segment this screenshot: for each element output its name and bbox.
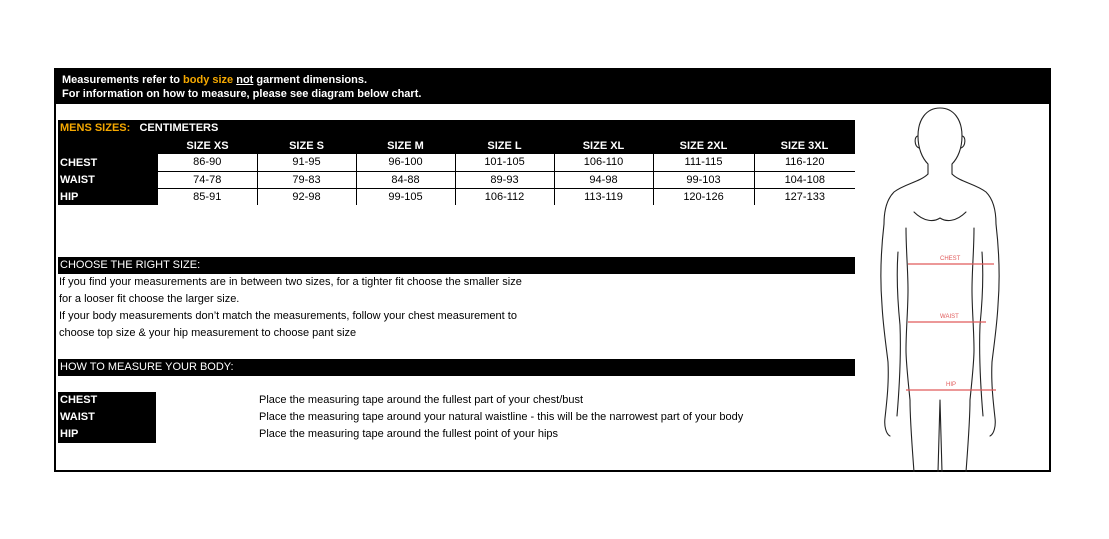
table-cell: 127-133 bbox=[784, 190, 825, 203]
table-row bbox=[58, 171, 855, 188]
table-cell: 106-112 bbox=[455, 188, 554, 205]
mens-sizes-label: MENS SIZES: bbox=[60, 122, 131, 134]
measure-label-chest: CHEST bbox=[58, 392, 156, 409]
size-chart-title bbox=[58, 120, 855, 137]
measurement-note-line2: For information on how to measure, please see diagram below chart. bbox=[62, 88, 422, 100]
row-label-waist: WAIST bbox=[58, 171, 158, 188]
size-header-row bbox=[58, 137, 855, 154]
body-measurement-figure bbox=[870, 100, 1010, 472]
table-cell: 106-110 bbox=[554, 154, 653, 171]
measurement-note-banner bbox=[56, 70, 1049, 104]
table-cell: 74-78 bbox=[158, 171, 257, 188]
choose-size-line: for a looser fit choose the larger size. bbox=[59, 293, 240, 305]
figure-arm-left bbox=[881, 224, 890, 436]
table-cell: 86-90 bbox=[158, 154, 257, 171]
unit-label: CENTIMETERS bbox=[139, 122, 219, 134]
choose-size-line: If your body measurements don’t match the measurements, follow your chest measurement to bbox=[59, 310, 517, 322]
figure-arm-right bbox=[990, 224, 999, 436]
table-cell: 94-98 bbox=[554, 171, 653, 188]
measure-desc-chest: Place the measuring tape around the fullest part of your chest/bust bbox=[259, 394, 584, 406]
table-row bbox=[58, 154, 855, 171]
row-label-hip: HIP bbox=[58, 188, 158, 205]
size-table bbox=[58, 137, 855, 205]
col-size-s: SIZE S bbox=[257, 137, 356, 154]
table-cell: 79-83 bbox=[257, 171, 356, 188]
measure-desc-hip: Place the measuring tape around the fullest point of your hips bbox=[259, 428, 559, 440]
table-cell: 84-88 bbox=[356, 171, 455, 188]
table-cell: 91-95 bbox=[257, 154, 356, 171]
measure-label-hip: HIP bbox=[58, 426, 156, 443]
table-cell: 92-98 bbox=[257, 188, 356, 205]
choose-size-line: If you find your measurements are in between two sizes, for a tighter fit choose the smaller size bbox=[59, 276, 522, 288]
col-size-xs: SIZE XS bbox=[158, 137, 257, 154]
hip-figure-label: HIP bbox=[946, 382, 957, 388]
figure-head bbox=[918, 108, 962, 174]
header-corner bbox=[58, 137, 158, 154]
table-cell: 89-93 bbox=[455, 171, 554, 188]
table-cell: 113-119 bbox=[554, 188, 653, 205]
table-cell: 104-108 bbox=[754, 171, 855, 188]
figure-legs bbox=[910, 400, 970, 472]
table-cell: 99-103 bbox=[653, 171, 754, 188]
col-size-l: SIZE L bbox=[455, 137, 554, 154]
table-cell: 96-100 bbox=[356, 154, 455, 171]
measure-label-waist: WAIST bbox=[58, 409, 156, 426]
choose-size-line: choose top size & your hip measurement to choose pant size bbox=[59, 327, 357, 339]
measurement-note-line1: Measurements refer to body size not garment dimensions. bbox=[62, 74, 368, 86]
not-emphasis: not bbox=[236, 74, 254, 86]
measure-desc-waist: Place the measuring tape around your natural waistline - this will be the narrowest part of your body bbox=[259, 411, 744, 423]
table-cell: 85-91 bbox=[158, 188, 257, 205]
table-cell: 111-115 bbox=[653, 154, 754, 171]
body-size-highlight: body size bbox=[183, 74, 234, 86]
how-to-measure-heading: HOW TO MEASURE YOUR BODY: bbox=[58, 359, 855, 376]
col-size-xl: SIZE XL bbox=[554, 137, 653, 154]
col-size-m: SIZE M bbox=[356, 137, 455, 154]
choose-size-heading: CHOOSE THE RIGHT SIZE: bbox=[58, 257, 855, 274]
table-row bbox=[58, 188, 855, 205]
col-size-3xl: SIZE 3XL bbox=[754, 137, 855, 154]
chest-figure-label: CHEST bbox=[940, 256, 961, 262]
row-label-chest: CHEST bbox=[58, 154, 158, 171]
table-cell: 120-126 bbox=[653, 188, 754, 205]
col-size-2xl: SIZE 2XL bbox=[653, 137, 754, 154]
table-cell: 116-120 bbox=[754, 154, 855, 171]
table-cell: 99-105 bbox=[356, 188, 455, 205]
table-cell: 101-105 bbox=[455, 154, 554, 171]
waist-figure-label: WAIST bbox=[940, 314, 959, 320]
figure-shoulders bbox=[884, 174, 996, 224]
